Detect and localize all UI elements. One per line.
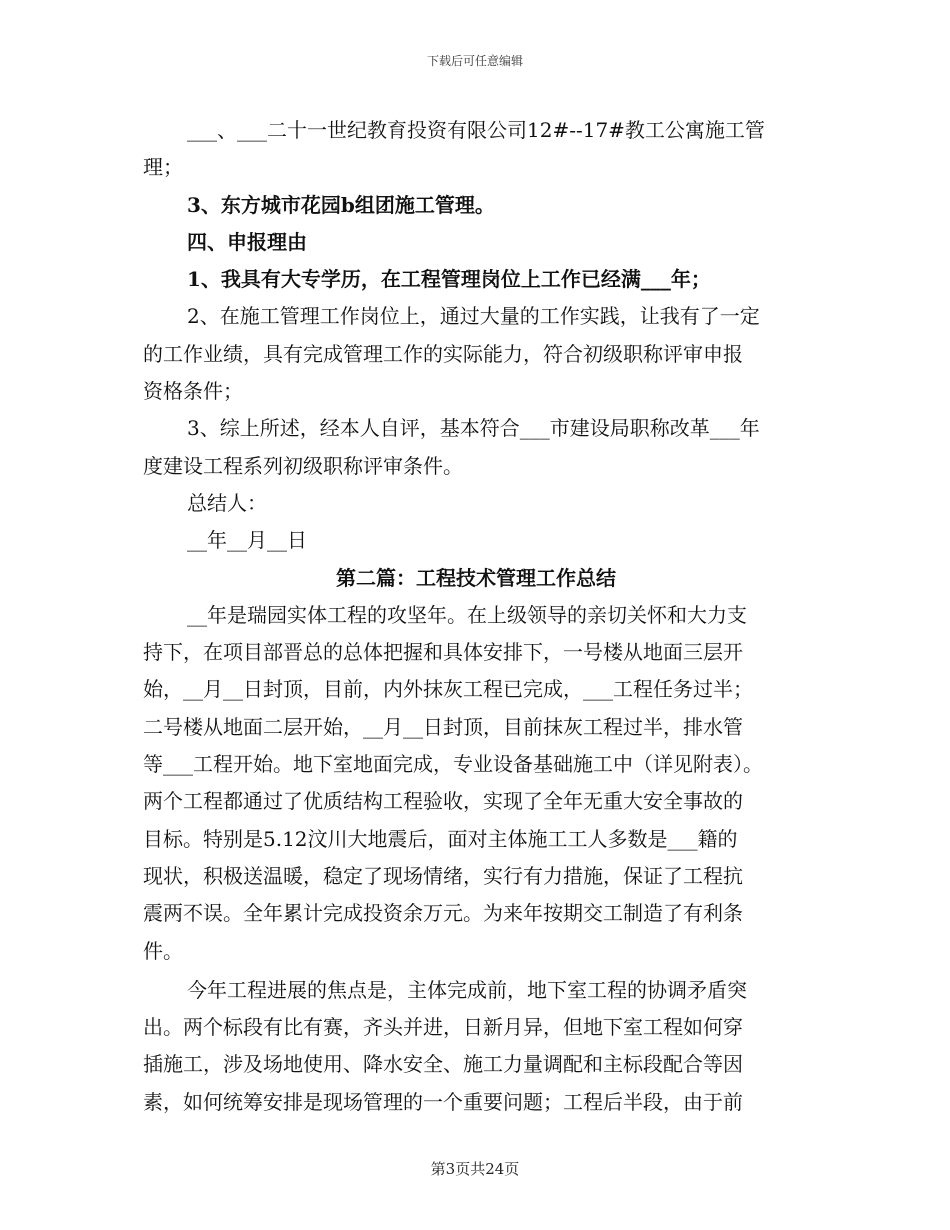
date-line: __年__月__日 xyxy=(187,528,307,553)
text-line: 震两不误。全年累计完成投资余万元。为来年按期交工制造了有利条 xyxy=(143,901,743,926)
page-footer: 第3页共24页 xyxy=(430,1160,520,1178)
text-line: 出。两个标段有比有赛，齐头并进，日新月异，但地下室工程如何穿 xyxy=(143,1015,743,1040)
text-line: 件。 xyxy=(143,938,183,963)
list-item: 3、综上所述，经本人自评，基本符合___市建设局职称改革___年 xyxy=(187,416,760,441)
signature-label: 总结人： xyxy=(187,490,267,515)
text-line: __年是瑞园实体工程的攻坚年。在上级领导的亲切关怀和大力支 xyxy=(187,602,747,627)
text-line: 度建设工程系列初级职称评审条件。 xyxy=(143,453,463,478)
text-line: 二号楼从地面二层开始，__月__日封顶，目前抹灰工程过半，排水管 xyxy=(143,714,743,739)
text-line: 理； xyxy=(143,155,183,180)
text-line: 现状，积极送温暖，稳定了现场情绪，实行有力措施，保证了工程抗 xyxy=(143,863,743,888)
text-line: 的工作业绩，具有完成管理工作的实际能力，符合初级职称评审申报 xyxy=(143,341,743,366)
text-line: 插施工，涉及场地使用、降水安全、施工力量调配和主标段配合等因 xyxy=(143,1052,743,1077)
section-heading: 四、申报理由 xyxy=(187,229,307,254)
text-line: 持下，在项目部晋总的总体把握和具体安排下，一号楼从地面三层开 xyxy=(143,640,743,665)
text-line: 今年工程进展的焦点是，主体完成前，地下室工程的协调矛盾突 xyxy=(187,977,747,1002)
text-line: 始，__月__日封顶，目前，内外抹灰工程已完成，___工程任务过半； xyxy=(143,677,753,702)
text-line: 目标。特别是5.12汶川大地震后，面对主体施工工人多数是___籍的 xyxy=(143,826,738,851)
list-item: 1、我具有大专学历，在工程管理岗位上工作已经满___年； xyxy=(187,267,711,292)
text-line: 两个工程都通过了优质结构工程验收，实现了全年无重大安全事故的 xyxy=(143,789,743,814)
text-line: ___、___二十一世纪教育投资有限公司12#--17#教工公寓施工管 xyxy=(187,118,765,142)
text-line: 素，如何统筹安排是现场管理的一个重要问题；工程后半段，由于前 xyxy=(143,1089,743,1114)
document-body xyxy=(143,112,809,1121)
text-line: 等___工程开始。地下室地面完成，专业设备基础施工中（详见附表）。 xyxy=(143,752,763,777)
list-item: 3、东方城市花园b组团施工管理。 xyxy=(187,192,495,217)
chapter-title: 第二篇：工程技术管理工作总结 xyxy=(336,565,616,590)
list-item: 2、在施工管理工作岗位上，通过大量的工作实践，让我有了一定 xyxy=(187,304,760,329)
text-line: 资格条件； xyxy=(143,379,243,404)
page-header: 下载后可任意编辑 xyxy=(426,54,523,68)
